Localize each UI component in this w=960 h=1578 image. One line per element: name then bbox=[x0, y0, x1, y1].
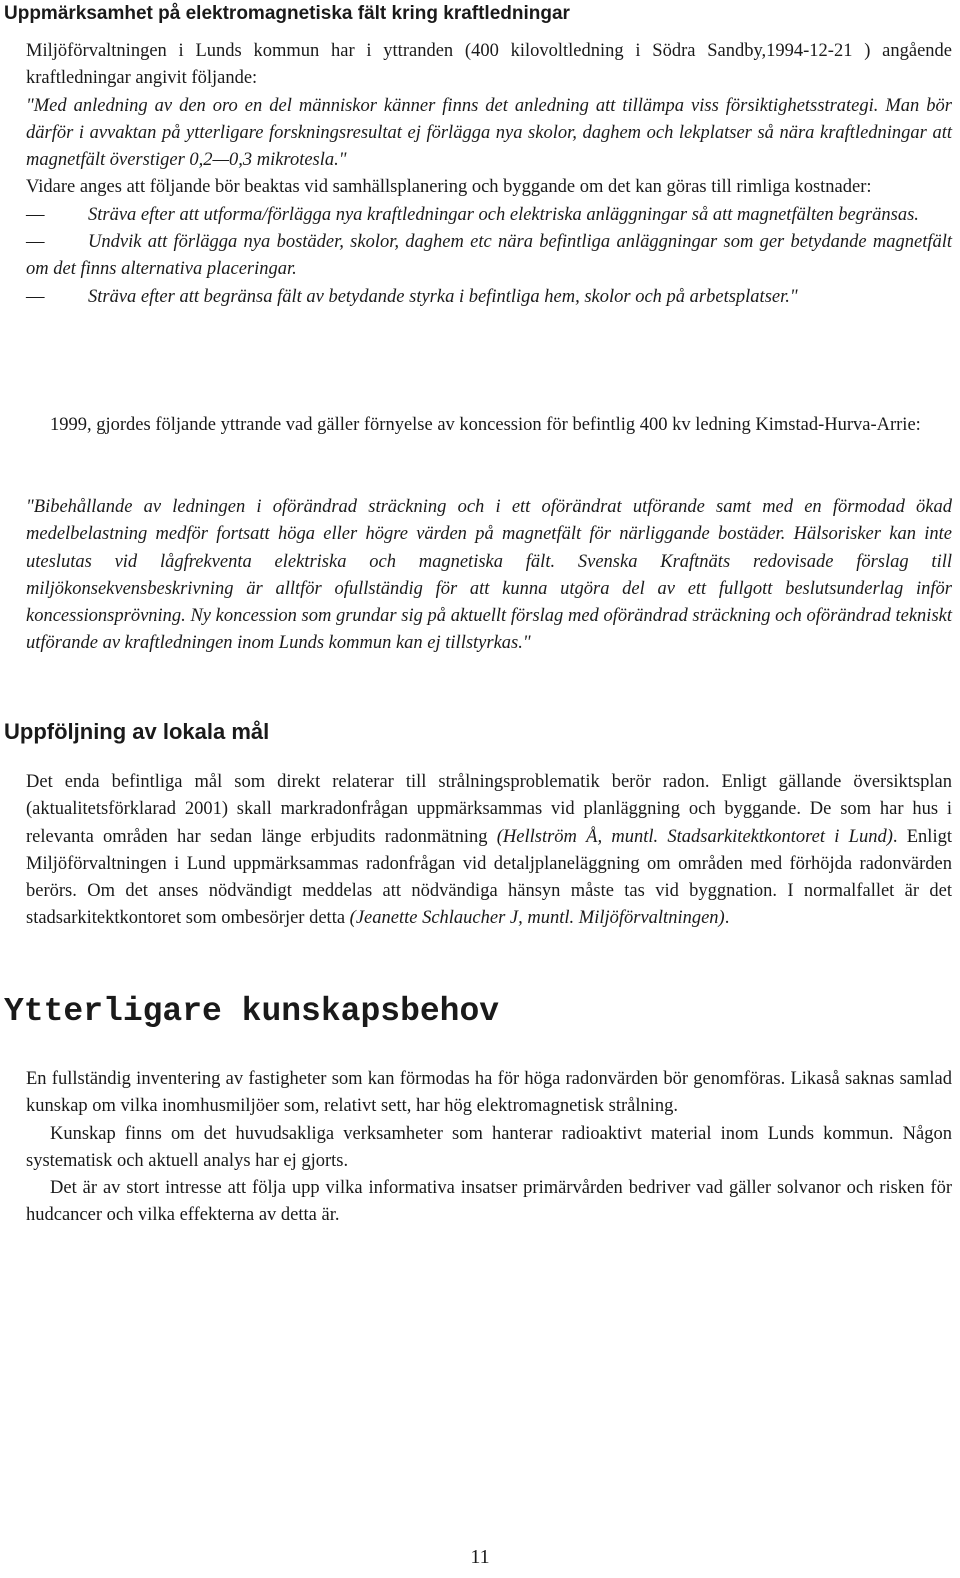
page-number: 11 bbox=[470, 1546, 490, 1568]
knowledge-needs-section-body bbox=[26, 1066, 952, 1230]
source-citation: (Jeanette Schlaucher J, muntl. Miljöförvaltningen) bbox=[349, 908, 725, 929]
list-item bbox=[26, 202, 952, 229]
emf-further-paragraph: Vidare anges att följande bör beaktas vid samhällsplanering och byggande om det kan göras till rimliga kostnader: bbox=[26, 177, 872, 198]
emf-intro-paragraph: Miljöförvaltningen i Lunds kommun har i yttranden (400 kilovoltledning i Södra Sandby,1994-12-21 ) angående kraftledningar angivit följande: bbox=[26, 41, 952, 89]
dash-bullet: — bbox=[26, 232, 45, 253]
list-item-text: Sträva efter att begränsa fält av betydande styrka i befintliga hem, skolor och på arbetsplatser." bbox=[88, 286, 798, 307]
local-goals-text-3: . bbox=[724, 908, 730, 929]
section-heading-knowledge-needs: Ytterligare kunskapsbehov bbox=[4, 993, 500, 1030]
knowledge-paragraph: Det är av stort intresse att följa upp vilka informativa insatser primärvården bedriver vad gäller solvanor och risken för hudcancer och vilka effekterna av detta är. bbox=[26, 1178, 952, 1226]
concession-statement-block bbox=[26, 412, 952, 439]
list-item bbox=[26, 229, 952, 284]
knowledge-paragraph: En fullständig inventering av fastigheter som kan förmodas ha för höga radonvärden bör genomföras. Likaså saknas samlad kunskap om vilka inomhusmiljöer som, relativt sett, har hög elektromagnetisk strålning. bbox=[26, 1069, 952, 1117]
concession-statement-paragraph: 1999, gjordes följande yttrande vad gäller förnyelse av koncession för befintlig 400 kv ledning Kimstad-Hurva-Arrie: bbox=[50, 415, 921, 435]
dash-bullet: — bbox=[26, 204, 45, 225]
concession-quote-paragraph: "Bibehållande av ledningen i oförändrad sträckning och i ett oförändrat utförande samt med en förmodad ökad medelbelastning medför fortsatt höga eller högre värden på magnetfält för närliggande bostäder. Hälsorisker kan inte uteslutas vid lågfrekventa elektriska och magnetiska fält. Svenska Kraftnäts redovisade förslag till miljökonsekvensbeskrivning är alltför ofullständig för att kunna utgöra del av ett fullgott beslutsunderlag inför koncessionsprövning. Ny koncession som grundar sig på aktuellt förslag med oförändrad sträckning och oförändrad tekniskt utförande av kraftledningen inom Lunds kommun kan ej tillstyrkas." bbox=[26, 497, 952, 654]
list-item bbox=[26, 284, 952, 311]
emf-section-body bbox=[26, 38, 952, 311]
local-goals-text-2: . Enligt Miljöförvaltningen i Lund uppmärksammas radonfrågan vid detaljplaneläggning om områden med förhöjda radonvärden berörs. Om det anses nödvändigt meddelas att nödvändiga hänsyn måste tas vid byggnation. I normalfallet är det stadsarkitektkontoret som ombesörjer detta bbox=[26, 826, 952, 929]
concession-quote-block bbox=[26, 494, 952, 658]
local-goals-text-1: Det enda befintliga mål som direkt relaterar till strålningsproblematik berör radon. Enligt gällande översiktsplan (aktualitetsförklarad 2001) skall markradonfrågan uppmärksammas vid planläggning och byggande. De som har hus i relevanta områden har sedan länge erbjudits radonmätning bbox=[26, 772, 952, 847]
dash-bullet: — bbox=[26, 286, 45, 307]
list-item-text: Undvik att förlägga nya bostäder, skolor, daghem etc nära befintliga anläggningar som ger betydande magnetfält om det finns alternativa placeringar. bbox=[26, 232, 952, 280]
local-goals-paragraph bbox=[26, 769, 952, 933]
section-heading-emf: Uppmärksamhet på elektromagnetiska fält kring kraftledningar bbox=[4, 3, 570, 24]
section-heading-local-goals: Uppföljning av lokala mål bbox=[4, 719, 270, 744]
local-goals-section-body bbox=[26, 769, 952, 933]
emf-quote-paragraph: "Med anledning av den oro en del människor känner finns det anledning att tillämpa viss försiktighetsstrategi. Man bör därför i avvaktan på ytterligare forskningsresultat ej förlägga nya skolor, daghem och lekplatser så nära kraftledningar att magnetfält överstiger 0,2—0,3 mikrotesla." bbox=[26, 95, 952, 171]
source-citation: (Hellström Å, muntl. Stadsarkitektkontoret i Lund) bbox=[496, 826, 893, 847]
list-item-text: Sträva efter att utforma/förlägga nya kraftledningar och elektriska anläggningar så att magnetfälten begränsas. bbox=[88, 204, 919, 225]
knowledge-paragraph: Kunskap finns om det huvudsakliga verksamheter som hanterar radioaktivt material inom Lunds kommun. Någon systematisk och aktuell analys har ej gjorts. bbox=[26, 1123, 952, 1171]
